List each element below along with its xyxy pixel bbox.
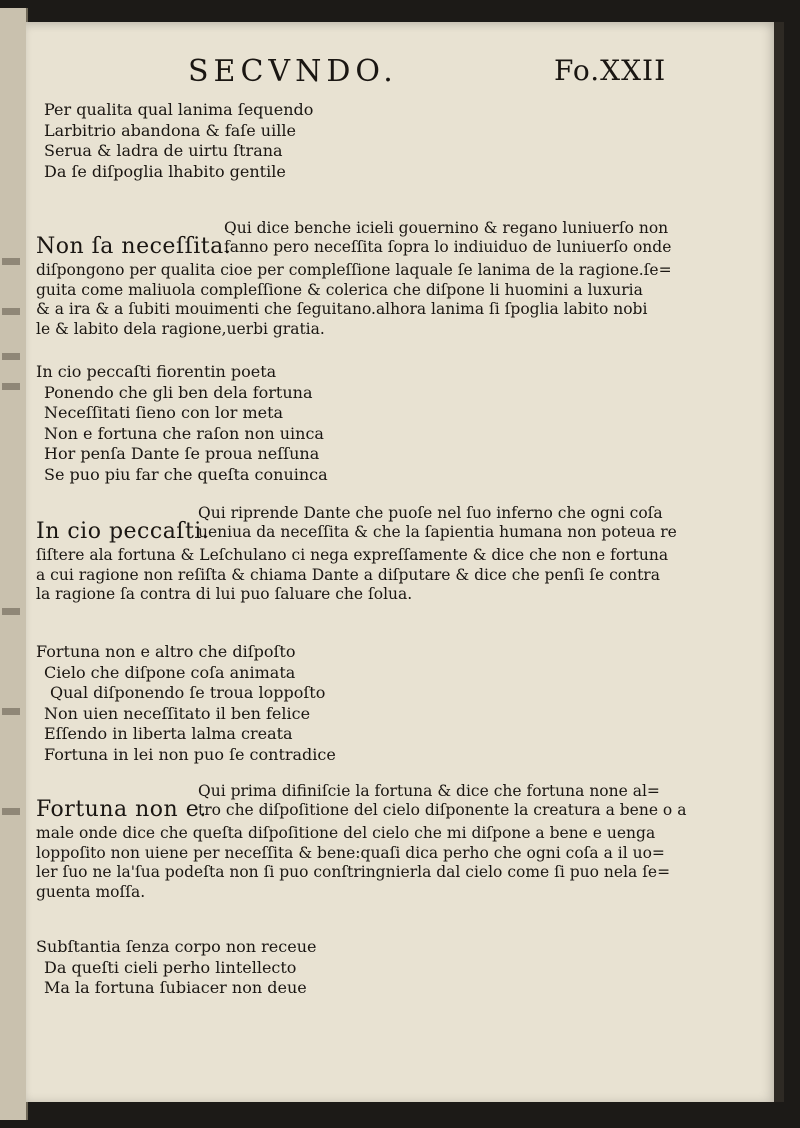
- facing-page-mark: [2, 258, 20, 265]
- commentary-line: ueniua da neceſſita & che la ſapientia humana non poteua re: [198, 523, 677, 541]
- verse-line: Qual diſponendo ſe troua loppoſto: [50, 683, 326, 702]
- facing-page-edge: [0, 8, 28, 1120]
- commentary-lemma-row: [36, 502, 686, 546]
- verse-line: Subſtantia ſenza corpo non receue: [36, 937, 317, 956]
- commentary-line: ſiſtere ala fortuna & Leſchulano ci nega expreſſamente & dice che non e fortuna: [36, 546, 669, 564]
- facing-page-mark: [2, 383, 20, 390]
- commentary-line: diſpongono per qualita cioe per compleſſione laquale ſe lanima de la ragione.ſe=: [36, 261, 672, 279]
- commentary-line: tro che diſpoſitione del cielo diſponente la creatura a bene o a: [198, 801, 687, 819]
- commentary-line: fanno pero neceſſita ſopra lo indiuiduo de luniuerſo onde: [224, 238, 672, 256]
- verse-line: In cio peccaſti fiorentin poeta: [36, 362, 277, 381]
- verse-line: Ponendo che gli ben dela fortuna: [44, 382, 313, 402]
- verse-line: Da queſti cieli perho lintellecto: [44, 957, 297, 977]
- facing-page-mark: [2, 608, 20, 615]
- verse-line: Se puo piu far che queſta conuinca: [44, 464, 328, 484]
- commentary-line: Qui riprende Dante che puoſe nel ſuo inferno che ogni coſa: [198, 504, 663, 522]
- commentary-line: ler ſuo ne la'ſua podeſta non ſi puo conſtringnierla dal cielo come ſi puo nela ſe=: [36, 863, 671, 881]
- commentary-2: [36, 502, 686, 605]
- commentary-line: Qui prima difiniſcie la fortuna & dice che fortuna none al=: [198, 782, 660, 800]
- commentary-line: guita come maliuola compleſſione & colerica che diſpone li huomini a luxuria: [36, 280, 643, 299]
- verse-stanza-3: [36, 642, 686, 765]
- commentary-1: [36, 217, 686, 339]
- verse-line: Per qualita qual lanima ſequendo: [44, 100, 314, 119]
- commentary-line: a cui ragione non reſiſta & chiama Dante a diſputare & dice che penſi ſe contra: [36, 565, 660, 584]
- facing-page-mark: [2, 808, 20, 815]
- facing-page-mark: [2, 708, 20, 715]
- commentary-lemma: In cio peccaſti.: [36, 519, 210, 544]
- commentary-line: la ragione ſa contra di lui puo ſaluare che ſolua.: [36, 585, 413, 603]
- verse-line: Serua & ladra de uirtu ſtrana: [44, 141, 283, 160]
- commentary-line: guenta moſſa.: [36, 882, 146, 901]
- verse-line: Non e fortuna che raſon non uinca: [44, 423, 324, 443]
- facing-page-mark: [2, 353, 20, 360]
- verse-line: Neceſſitati ſieno con lor meta: [44, 403, 284, 422]
- verse-line: Eſſendo in liberta lalma creata: [44, 724, 293, 743]
- verse-stanza-4: [36, 937, 686, 999]
- verse-line: Hor penſa Dante ſe proua neſſuna: [44, 444, 320, 463]
- commentary-3: [36, 780, 686, 902]
- verse-line: Larbitrio abandona & faſe uille: [44, 120, 296, 140]
- commentary-lemma: Non ſa neceſſita.: [36, 234, 232, 259]
- page-header: [26, 54, 776, 104]
- verse-line: Non uien neceſſitato il ben felice: [44, 703, 311, 723]
- page-spine-shadow: [774, 22, 784, 1102]
- commentary-lemma: Fortuna non e.: [36, 797, 207, 822]
- verse-line: Fortuna in lei non puo ſe contradice: [44, 744, 336, 764]
- verse-line: Fortuna non e altro che diſpoſto: [36, 642, 296, 661]
- commentary-line: le & labito dela ragione,uerbi gratia.: [36, 319, 325, 338]
- commentary-line: male onde dice che queſta diſpoſitione del cielo che mi diſpone a bene e uenga: [36, 824, 656, 842]
- verse-line: Ma la fortuna ſubiacer non deue: [44, 978, 307, 997]
- verse-stanza-2: [36, 362, 686, 485]
- verse-stanza-1: [36, 100, 686, 182]
- facing-page-mark: [2, 308, 20, 315]
- verse-line: Da ſe diſpoglia lhabito gentile: [44, 161, 286, 181]
- commentary-lemma-row: [36, 217, 686, 261]
- running-title: SECVNDO.: [188, 54, 398, 89]
- book-page: [26, 22, 776, 1102]
- commentary-line: Qui dice benche icieli gouernino & regano luniuerſo non: [224, 219, 669, 237]
- commentary-lemma-row: [36, 780, 686, 824]
- commentary-line: loppoſito non uiene per neceſſita & bene:quaſi dica perho che ogni coſa a il uo=: [36, 843, 665, 862]
- commentary-line: & a ira & a ſubiti mouimenti che ſeguitano.alhora lanima ſi ſpoglia labito nobi: [36, 300, 648, 318]
- folio-number: Fo.XXII: [554, 54, 667, 87]
- verse-line: Cielo che diſpone coſa animata: [44, 662, 296, 682]
